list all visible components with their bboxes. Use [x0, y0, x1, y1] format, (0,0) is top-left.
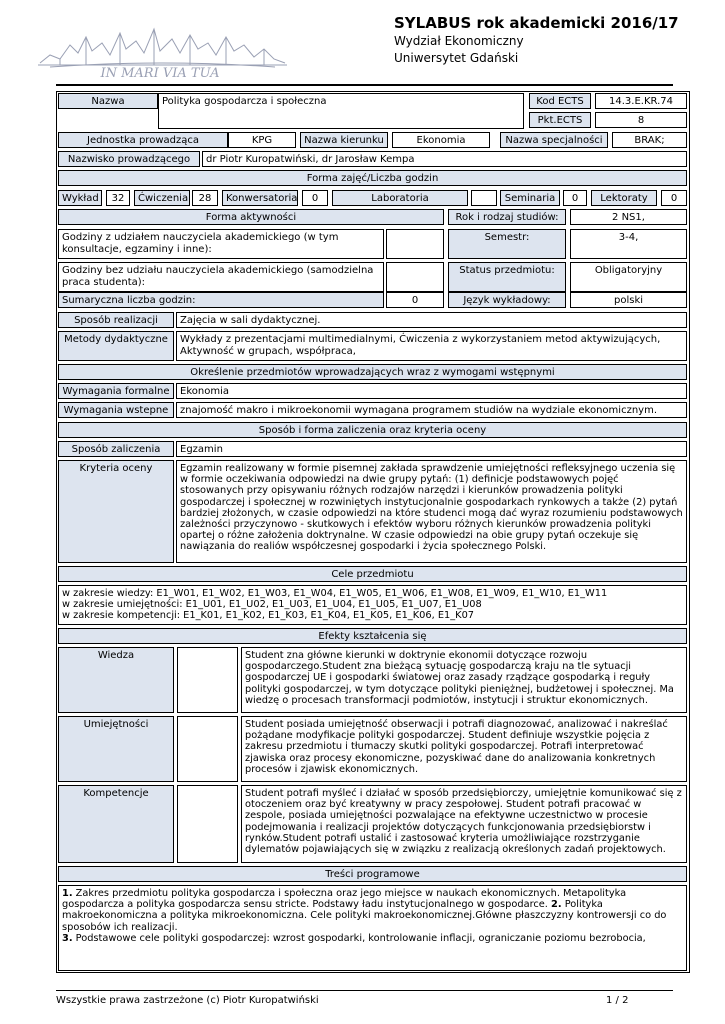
goals-competences: w zakresie kompetencji: E1_K01, E1_K02, E1_K03, E1_K04, E1_K05, E1_K06, E1_K07 [62, 610, 475, 621]
outcome-knowledge-text: Student zna główne kierunki w doktrynie ekonomii dotyczące rozwoju gospodarczego.Student zna bieżącą sytuację gospodarczą kraju na tle sytuacji gospodarczej UE i gospodarki światowej oraz zasady rządzące gospodarką i reguły polityki gospodarczej, w tym dotyczące polityki pieniężnej, budżetowej i społecznej. Ma wiedzę o procesach transformacji podmiotów, instytucji i struktur ekonomicznych. [241, 647, 687, 713]
unit-label: Jednostka prowadząca [58, 132, 228, 148]
program-item-3: Podstawowe cele polityki gospodarczej: wzrost gospodarki, kontrolowanie inflacji, ograniczanie poziomu bezrobocia, [72, 932, 646, 944]
semester-value: 3-4, [570, 229, 687, 259]
outcome-knowledge-empty [177, 647, 238, 713]
specialization-value: BRAK; [612, 132, 687, 148]
seminar-label: Seminaria [500, 190, 560, 206]
assessment-section-title: Sposób i forma zaliczenia oraz kryteria oceny [58, 422, 687, 438]
field-value: Ekonomia [392, 132, 490, 148]
self-study-value [386, 262, 444, 292]
university-logo [30, 15, 295, 79]
total-hours-value: 0 [386, 292, 444, 308]
status-label: Status przedmiotu: [448, 262, 566, 292]
activity-section-title: Forma aktywności [58, 209, 444, 225]
entry-req-label: Wymagania wstepne [58, 402, 174, 418]
contact-hours-value [386, 229, 444, 259]
conversation-label: Konwersatoria [222, 190, 298, 206]
ects-code: 14.3.E.KR.74 [595, 93, 687, 109]
program-item-2-number: 2. [551, 899, 562, 911]
ects-points-label: Pkt.ECTS [529, 112, 591, 128]
outcome-competences-text: Student potrafi myśleć i działać w sposób przedsiębiorczy, umiejętnie komunikować się z otoczeniem oraz być kreatywny w pracy zespołowej. Student potrafi pracować w zespole, posiada umiejętności pozwalające na efektywne uczestnictwo w procesie podejmowania i realizacji projektów dotyczących funkcjonowania przedsiębiorstw i rynków.Student potrafi ustalić i zastosować kryteria umożliwiające rozstrzyganie dylematów pojawiających się w związku z realizacją określonych zadań projektowych. [241, 785, 687, 863]
total-hours-label: Sumaryczna liczba godzin: [58, 292, 384, 308]
language-label: Język wykładowy: [448, 292, 566, 308]
prereq-section-title: Określenie przedmiotów wprowadzających wraz z wymogami wstępnymi [58, 364, 687, 380]
semester-label: Semestr: [448, 229, 566, 259]
study-year-label: Rok i rodzaj studiów: [448, 209, 566, 225]
program-item-2: Polityka makroekonomiczna a polityka mikroekonomiczna. Cele polityki makroekonomicznej.Główne płaszczyzny kontrowersji co do sposobów ich realizacji. [62, 899, 667, 933]
outcome-competences-empty [177, 785, 238, 863]
computer-lab-hours [471, 190, 497, 206]
formal-req-label: Wymagania formalne [58, 383, 174, 399]
program-section-title: Treści programowe [58, 866, 687, 882]
footer-divider [56, 990, 673, 991]
page-title: SYLABUS rok akademicki 2016/17 [394, 14, 679, 32]
program-content [58, 885, 687, 971]
goals-knowledge: w zakresie wiedzy: E1_W01, E1_W02, E1_W03, E1_W04, E1_W05, E1_W06, E1_W08, E1_W09, E1_W10, E1_W11 [62, 588, 608, 599]
lecture-hours: 32 [106, 190, 130, 206]
exercises-hours: 28 [192, 190, 218, 206]
language-value: polski [570, 292, 687, 308]
program-item-1-number: 1. [62, 888, 73, 899]
goals-section-title: Cele przedmiotu [58, 566, 687, 582]
assessment-mode-label: Sposób zaliczenia [58, 441, 174, 457]
didactic-methods-label: Metody dydaktyczne [58, 331, 174, 361]
page-number: 1 / 2 [606, 995, 629, 1006]
criteria-label: Kryteria oceny [58, 460, 174, 563]
status-value: Obligatoryjny [570, 262, 687, 292]
lecture-label: Wykład [58, 190, 102, 206]
outcomes-section-title: Efekty kształcenia się [58, 628, 687, 644]
didactic-methods-value: Wykłady z prezentacjami multimedialnymi, Ćwiczenia z wykorzystaniem metod aktywizujących, Aktywność w grupach, współpraca, [176, 331, 687, 361]
specialization-label: Nazwa specjalności [500, 132, 608, 148]
contact-hours-label: Godziny z udziałem nauczyciela akademickiego (w tym konsultacje, egzaminy i inne): [58, 229, 384, 259]
unit-value: KPG [228, 132, 296, 148]
formal-req-value: Ekonomia [176, 383, 687, 399]
field-label: Nazwa kierunku [300, 132, 388, 148]
header-divider [56, 84, 673, 86]
lecturer-value: dr Piotr Kuropatwiński, dr Jarosław Kempa [202, 151, 687, 167]
course-name-label: Nazwa [58, 93, 158, 109]
exercises-label: Ćwiczenia [134, 190, 190, 206]
university-name: Uniwersytet Gdański [394, 51, 519, 65]
outcome-competences-label: Kompetencje [58, 785, 174, 863]
logo-motto: IN MARI VIA TUA [100, 66, 220, 79]
outcome-skills-label: Umiejętności [58, 716, 174, 782]
self-study-label: Godziny bez udziału nauczyciela akademickiego (samodzielna praca studenta): [58, 262, 384, 292]
realization-label: Sposób realizacji [58, 312, 174, 328]
conversation-hours: 0 [302, 190, 328, 206]
ects-code-label: Kod ECTS [529, 93, 591, 109]
outcome-skills-text: Student posiada umiejętność obserwacji i potrafi diagnozować, analizować i nakreślać pożądane modyfikacje polityki gospodarczej. Student definiuje wszystkie pojęcia z zakresu przedmiotu i tłumaczy skutki polityki gospodarczej. Potrafi interpretować zjawiska oraz procesy ekonomiczne, pozyskiwać dane do analizowania konkretnych procesów i zjawisk ekonomicznych. [241, 716, 687, 782]
course-name: Polityka gospodarcza i społeczna [158, 93, 524, 129]
language-courses-hours: 0 [661, 190, 687, 206]
realization-value: Zajęcia w sali dydaktycznej. [176, 312, 687, 328]
goals-skills: w zakresie umiejętności: E1_U01, E1_U02, E1_U03, E1_U04, E1_U05, E1_U07, E1_U08 [62, 599, 482, 610]
faculty-name: Wydział Ekonomiczny [394, 34, 524, 48]
criteria-value: Egzamin realizowany w formie pisemnej zakłada sprawdzenie umiejętności refleksyjnego uczenia się w formie oczekiwania odpowiedzi na dwie grupy pytań: (1) definicje podstawowych pojęć stosowanych przy opisywaniu różnych rodzajów narzędzi i kierunków prowadzenia polityki gospodarczej i społecznej w rozwiniętych instytucjonalnie gospodarkach rynkowych a także (2) pytań bardziej złożonych, w czasie odpowiedzi na które studenci mogą dać wyraz rozumieniu podstawowych zależności przyczynowo - skutkowych i efektów wyboru różnych kierunków prowadzenia polityki opartej o różne założenia doktrynalne. W czasie odpowiedzi na obie grupy pytań oczekuje się nawiązania do realiów współczesnej gospodarki i życia społecznego Polski. [176, 460, 687, 563]
seminar-hours: 0 [563, 190, 587, 206]
assessment-mode-value: Egzamin [176, 441, 687, 457]
hours-section-title: Forma zajęć/Liczba godzin [58, 170, 687, 186]
outcome-skills-empty [177, 716, 238, 782]
program-item-3-number: 3. [62, 932, 73, 944]
study-year: 2 NS1, [570, 209, 687, 225]
program-item-1: Zakres przedmiotu polityka gospodarcza i społeczna oraz jego miejsce w naukach ekonomicznych. Metapolityka gospodarcza a polityka gospodarcza sensu stricte. Podstawy ładu instytucjonalnego w gospodarce. [62, 888, 627, 911]
entry-req-value: znajomość makro i mikroekonomii wymagana programem studiów na wydziale ekonomicznym. [176, 402, 687, 418]
footer-copyright: Wszystkie prawa zastrzeżone (c) Piotr Kuropatwiński [56, 995, 319, 1006]
lecturer-label: Nazwisko prowadzącego [58, 151, 200, 167]
computer-lab-label: Laboratoria [332, 190, 468, 206]
outcome-knowledge-label: Wiedza [58, 647, 174, 713]
ects-points: 8 [595, 112, 687, 128]
goals-box [58, 585, 687, 625]
language-courses-label: Lektoraty [591, 190, 657, 206]
